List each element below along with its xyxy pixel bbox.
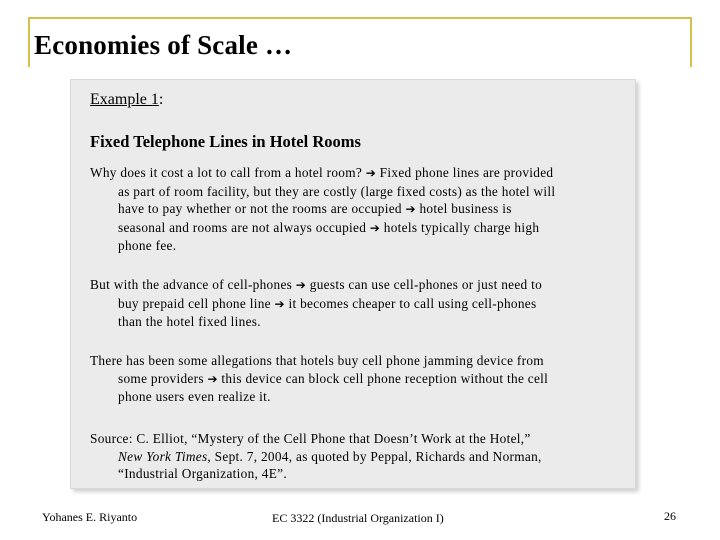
text-segment: Why does it cost a lot to call from a hotel room? [90, 165, 366, 180]
paragraph-line [90, 370, 618, 389]
text-segment: buy prepaid cell phone line [118, 295, 275, 311]
text-segment: have to pay whether or not the rooms are occupied [118, 201, 406, 216]
paragraph-line: than the hotel fixed lines. [118, 314, 261, 329]
paragraph-cell-phones [90, 276, 618, 331]
frame-left-line [28, 17, 30, 67]
frame-right-line [690, 17, 692, 67]
paragraph-line [90, 295, 618, 314]
frame-top-line [28, 17, 692, 19]
text-segment: guests can use cell-phones or just need to [306, 277, 543, 292]
section-heading: Fixed Telephone Lines in Hotel Rooms [90, 132, 361, 151]
page-number: 26 [664, 509, 676, 523]
arrow-right-icon: ➔ [405, 202, 416, 216]
footer-course: EC 3322 (Industrial Organization I) [272, 511, 444, 525]
paragraph-jamming [90, 352, 618, 406]
paragraph-line: phone fee. [118, 238, 177, 253]
paragraph-hotel-cost [90, 164, 618, 255]
text-segment: Fixed phone lines are provided [376, 165, 554, 180]
arrow-right-icon: ➔ [369, 220, 381, 235]
paragraph-line: phone users even realize it. [118, 389, 271, 404]
text-segment: hotel business is [415, 201, 512, 216]
paragraph-line: There has been some allegations that hotels buy cell phone jamming device from [90, 353, 544, 368]
publication-name: New York Times [118, 448, 208, 464]
text-segment: it becomes cheaper to call using cell-phones [284, 295, 537, 311]
paragraph-line [90, 219, 618, 238]
example-label-text: Example 1 [90, 91, 159, 108]
arrow-right-icon: ➔ [274, 296, 285, 311]
slide-title: Economies of Scale … [34, 30, 293, 60]
text-segment: hotels typically charge high [380, 219, 540, 235]
paragraph-line [90, 448, 618, 466]
arrow-right-icon: ➔ [365, 166, 377, 180]
paragraph-line: as part of room facility, but they are costly (large fixed costs) as the hotel will [118, 183, 556, 199]
example-label-colon: : [158, 91, 164, 108]
arrow-right-icon: ➔ [295, 278, 307, 292]
paragraph-line: “Industrial Organization, 4E”. [118, 466, 288, 481]
footer-author: Yohanes E. Riyanto [42, 510, 138, 524]
paragraph-source [90, 430, 618, 483]
text-segment: this device can block cell phone reception without the cell [217, 370, 549, 386]
text-segment: , Sept. 7, 2004, as quoted by Peppal, Richards and Norman, [207, 448, 542, 464]
paragraph-line [90, 200, 618, 219]
arrow-right-icon: ➔ [207, 371, 218, 386]
paragraph-line [90, 164, 618, 183]
example-label [90, 91, 163, 109]
text-segment: seasonal and rooms are not always occupied [118, 219, 370, 235]
text-segment: But with the advance of cell-phones [90, 277, 296, 292]
text-segment: some providers [118, 370, 208, 386]
paragraph-line: Source: C. Elliot, “Mystery of the Cell Phone that Doesn’t Work at the Hotel,” [90, 431, 531, 446]
paragraph-line [90, 276, 618, 295]
